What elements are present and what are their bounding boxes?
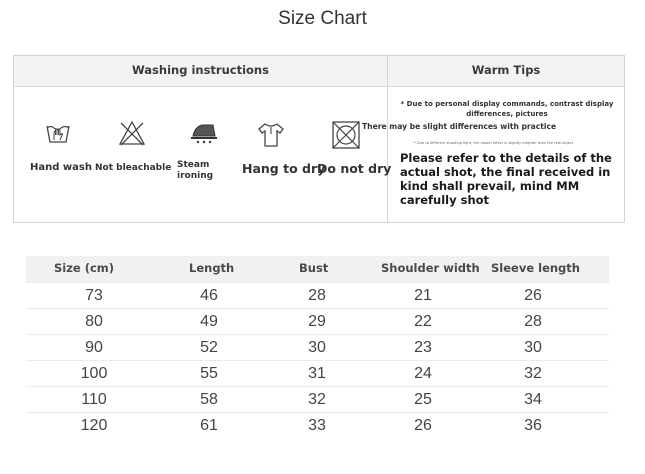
header-bust: Bust	[299, 261, 329, 275]
tip-refer-actual-shot: Please refer to the details of the actual shot, the final received in kind shall prevail, mind MM carefully shot	[400, 151, 612, 207]
size-table	[26, 256, 609, 438]
cell-size: 90	[85, 339, 103, 356]
cell-sleeve-length: 34	[524, 391, 542, 408]
cell-shoulder-width: 26	[414, 417, 432, 434]
cell-bust: 30	[308, 339, 326, 356]
do-not-tumble-dry-icon	[331, 120, 361, 150]
wash-label-hand-wash: Hand wash	[30, 162, 92, 173]
cell-bust: 31	[308, 365, 326, 382]
tip-slight-difference: There may be slight differences with practice	[362, 122, 557, 131]
steam-iron-icon	[189, 120, 219, 146]
table-row	[26, 412, 609, 438]
cell-size: 120	[80, 417, 108, 434]
cell-shoulder-width: 25	[414, 391, 432, 408]
cell-bust: 28	[308, 287, 326, 304]
cell-size: 73	[85, 287, 103, 304]
cell-shoulder-width: 23	[414, 339, 432, 356]
table-row	[26, 334, 609, 360]
cell-size: 100	[80, 365, 108, 382]
cell-shoulder-width: 21	[414, 287, 432, 304]
hand-wash-icon	[45, 120, 71, 144]
wash-label-steam-ironing: Steam ironing	[177, 160, 214, 181]
cell-sleeve-length: 28	[524, 313, 542, 330]
table-row	[26, 282, 609, 308]
no-bleach-icon	[118, 120, 146, 146]
washing-instructions-heading: Washing instructions	[132, 63, 269, 77]
wash-label-not-bleachable: Not bleachable	[95, 163, 172, 173]
cell-bust: 33	[308, 417, 326, 434]
care-instructions-panel	[13, 55, 625, 223]
cell-sleeve-length: 32	[524, 365, 542, 382]
header-length: Length	[189, 261, 235, 275]
header-sleeve-length: Sleeve length	[491, 261, 580, 275]
cell-length: 49	[200, 313, 218, 330]
table-row	[26, 308, 609, 334]
cell-length: 52	[200, 339, 218, 356]
tip-display-difference: * Due to personal display commands, contrast display differences, pictures	[400, 100, 614, 118]
wash-label-do-not-dry: Do not dry	[317, 161, 392, 176]
hang-dry-icon	[257, 122, 285, 148]
size-table-header	[26, 256, 609, 282]
wash-label-hang-to-dry: Hang to dry	[242, 161, 326, 176]
cell-shoulder-width: 24	[414, 365, 432, 382]
cell-size: 110	[81, 391, 107, 408]
warm-tips-heading: Warm Tips	[471, 63, 541, 77]
cell-length: 46	[200, 287, 218, 304]
cell-bust: 32	[308, 391, 326, 408]
cell-shoulder-width: 22	[414, 313, 432, 330]
cell-sleeve-length: 30	[524, 339, 542, 356]
cell-bust: 29	[308, 313, 326, 330]
cell-length: 58	[200, 391, 218, 408]
cell-length: 61	[200, 417, 218, 434]
cell-size: 80	[85, 313, 103, 330]
cell-length: 55	[200, 365, 218, 382]
cell-sleeve-length: 26	[524, 287, 542, 304]
table-row	[26, 386, 609, 412]
table-row	[26, 360, 609, 386]
header-shoulder-width: Shoulder width	[381, 261, 480, 275]
page-title: Size Chart	[278, 8, 367, 29]
tip-shooting-light: * Due to different shooting light, the model effect is slightly brighter than the real object	[414, 141, 574, 145]
header-size: Size (cm)	[54, 261, 115, 275]
cell-sleeve-length: 36	[524, 417, 542, 434]
